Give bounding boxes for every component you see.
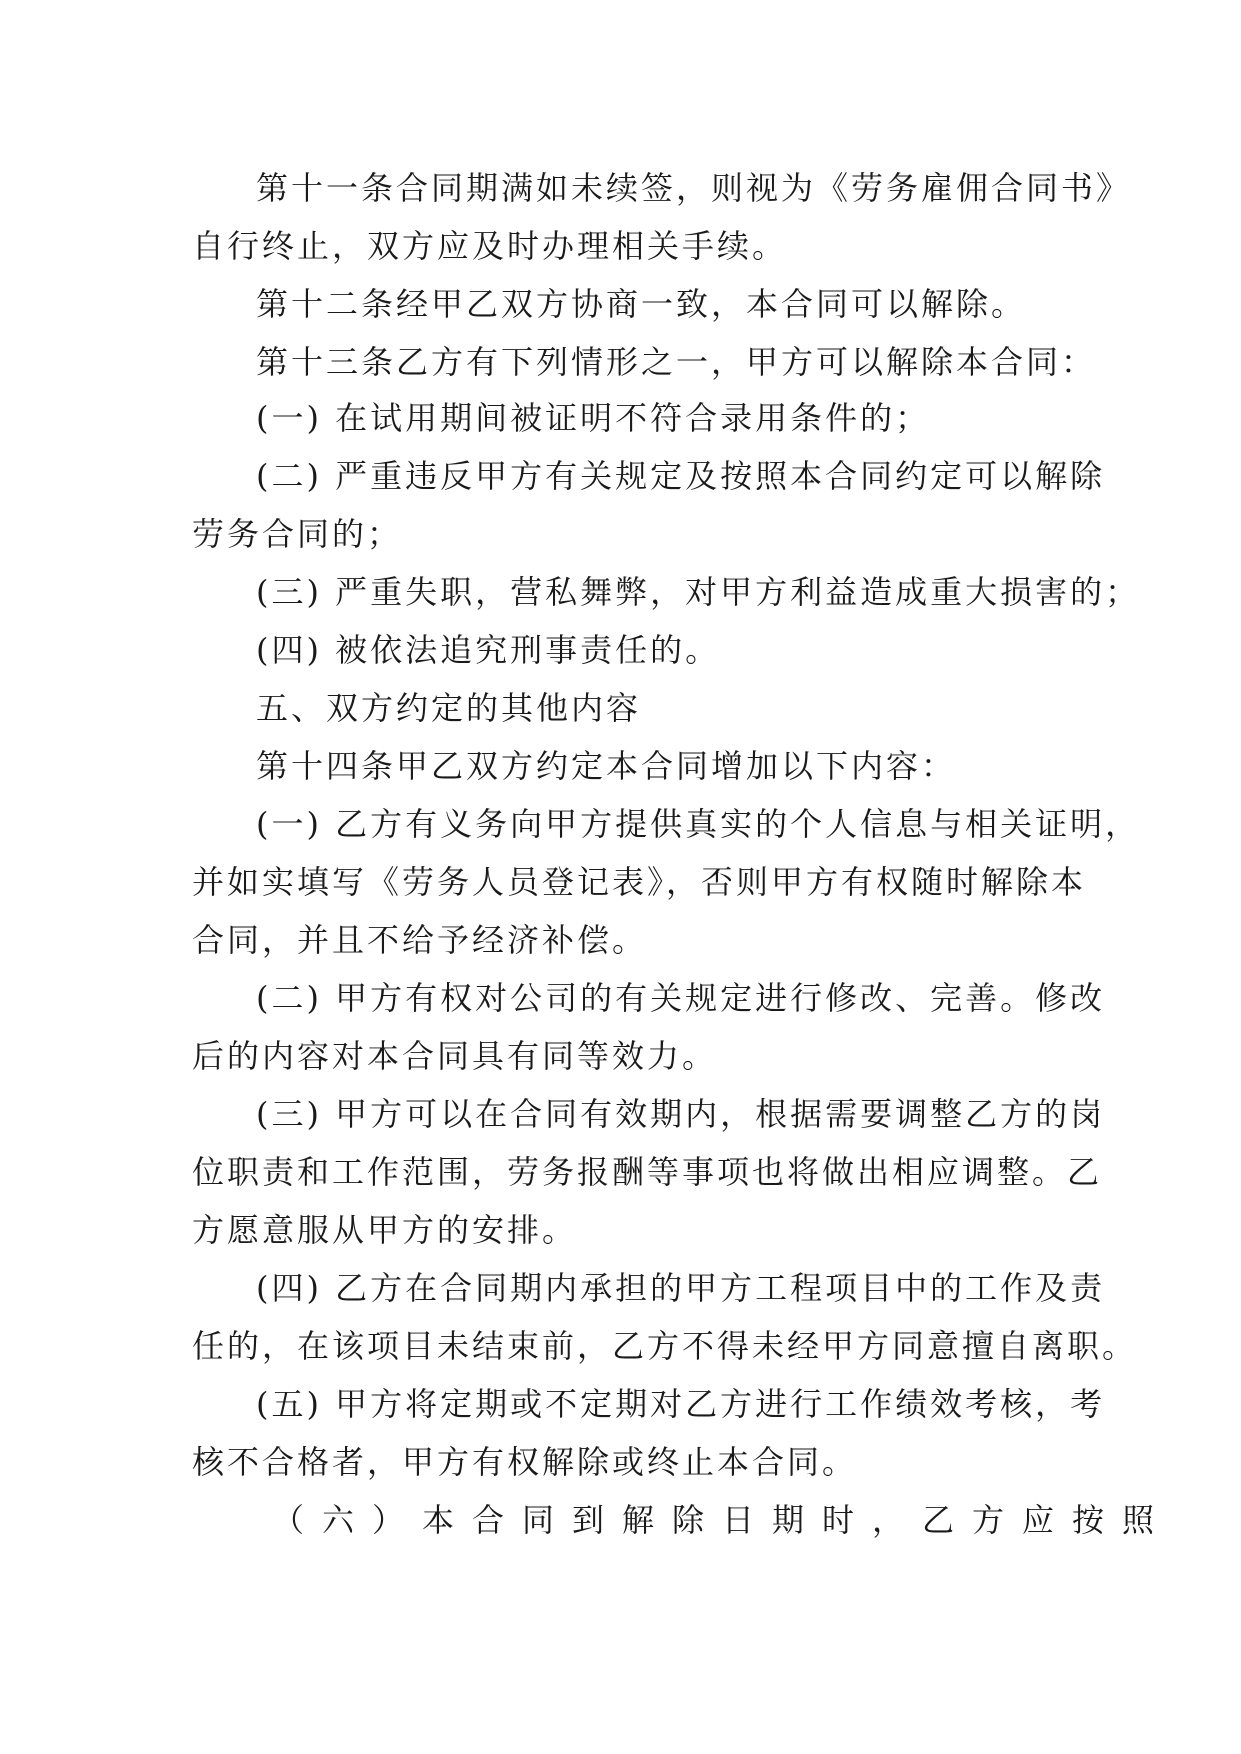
clause-13-item-3: (三) 严重失职，营私舞弊，对甲方利益造成重大损害的；: [256, 573, 1141, 611]
section-5-heading: 五、双方约定的其他内容: [256, 689, 642, 727]
clause-14-item-3-line-3: 方愿意服从甲方的安排。: [192, 1211, 578, 1249]
clause-11-line-1: 第十一条合同期满如未续签，则视为《劳务雇佣合同书》: [256, 169, 1132, 207]
clause-14-item-4-line-2: 任的，在该项目未结束前，乙方不得未经甲方同意擅自离职。: [192, 1327, 1138, 1365]
clause-14-item-3-line-2: 位职责和工作范围，劳务报酬等事项也将做出相应调整。乙: [192, 1153, 1103, 1191]
clause-14-item-6-line-1: （六）本合同到解除日期时，乙方应按照: [272, 1501, 1173, 1539]
clause-13-item-2-line-2: 劳务合同的；: [192, 515, 403, 553]
clause-14-item-1-line-1: (一) 乙方有义务向甲方提供真实的个人信息与相关证明，: [256, 805, 1141, 843]
clause-14-item-5-line-1: (五) 甲方将定期或不定期对乙方进行工作绩效考核，考: [256, 1385, 1106, 1423]
clause-13-item-2-line-1: (二) 严重违反甲方有关规定及按照本合同约定可以解除: [256, 457, 1106, 495]
clause-11-line-2: 自行终止，双方应及时办理相关手续。: [192, 227, 788, 265]
clause-13-item-4: (四) 被依法追究刑事责任的。: [256, 631, 721, 669]
clause-14-item-1-line-3: 合同，并且不给予经济补偿。: [192, 921, 648, 959]
clause-14-item-5-line-2: 核不合格者，甲方有权解除或终止本合同。: [192, 1443, 858, 1481]
clause-14-item-2-line-1: (二) 甲方有权对公司的有关规定进行修改、完善。修改: [256, 979, 1106, 1017]
clause-14-item-3-line-1: (三) 甲方可以在合同有效期内，根据需要调整乙方的岗: [256, 1095, 1106, 1133]
clause-13-heading: 第十三条乙方有下列情形之一，甲方可以解除本合同：: [256, 343, 1097, 381]
clause-14-item-2-line-2: 后的内容对本合同具有同等效力。: [192, 1037, 718, 1075]
clause-14-item-1-line-2: 并如实填写《劳务人员登记表》，否则甲方有权随时解除本: [192, 863, 1087, 901]
clause-12: 第十二条经甲乙双方协商一致，本合同可以解除。: [256, 285, 1027, 323]
clause-13-item-1: (一) 在试用期间被证明不符合录用条件的；: [256, 399, 931, 437]
clause-14-item-4-line-1: (四) 乙方在合同期内承担的甲方工程项目中的工作及责: [256, 1269, 1106, 1307]
clause-14-heading: 第十四条甲乙双方约定本合同增加以下内容：: [256, 747, 957, 785]
